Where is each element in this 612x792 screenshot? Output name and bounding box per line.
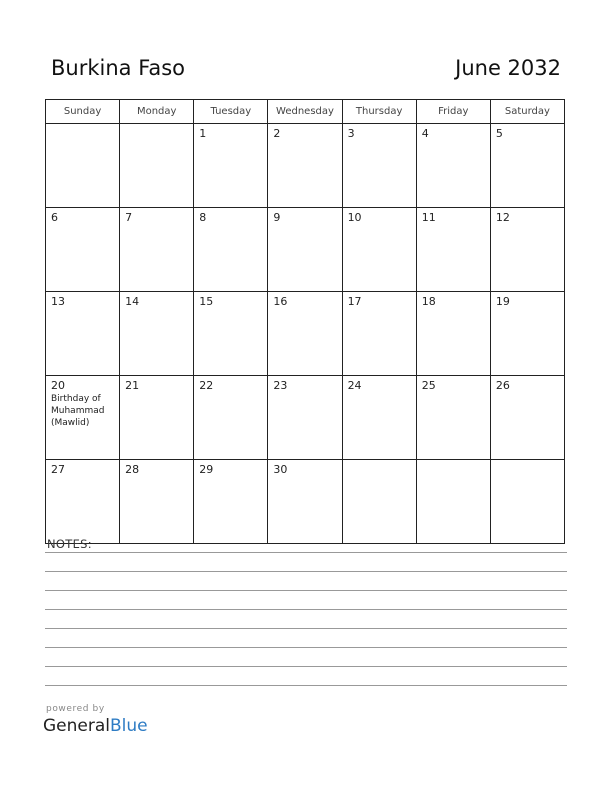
weekday-header-row	[46, 100, 565, 124]
day-cell	[342, 208, 416, 292]
day-number: 17	[347, 295, 362, 308]
weekday-header: Tuesday	[194, 100, 268, 124]
day-cell	[268, 124, 342, 208]
day-cell	[268, 292, 342, 376]
note-line	[45, 571, 567, 572]
day-number: 8	[199, 211, 207, 224]
day-number: 22	[199, 379, 214, 392]
day-cell	[46, 376, 120, 460]
day-cell	[194, 292, 268, 376]
day-number: 2	[273, 127, 281, 140]
day-number: 29	[199, 463, 214, 476]
day-number: 27	[51, 463, 65, 476]
note-line	[45, 666, 567, 667]
day-number: 3	[347, 127, 355, 140]
day-number: 4	[421, 127, 429, 140]
day-cell	[416, 208, 490, 292]
day-cell	[416, 124, 490, 208]
note-line	[45, 628, 567, 629]
day-cell	[342, 124, 416, 208]
day-cell	[46, 460, 120, 544]
day-number: 12	[495, 211, 510, 224]
day-cell	[120, 376, 194, 460]
day-cell	[342, 292, 416, 376]
day-cell	[342, 460, 416, 544]
day-cell	[490, 124, 564, 208]
day-number: 24	[347, 379, 362, 392]
day-cell	[416, 376, 490, 460]
day-number: 6	[51, 211, 58, 224]
note-line	[45, 552, 567, 553]
day-cell	[46, 292, 120, 376]
week-row	[46, 208, 565, 292]
day-number: 9	[273, 211, 281, 224]
day-cell	[46, 124, 120, 208]
notes-label: NOTES:	[47, 537, 92, 551]
day-number: 20	[51, 379, 65, 392]
day-cell	[490, 208, 564, 292]
day-number: 16	[273, 295, 288, 308]
day-cell	[194, 460, 268, 544]
weekday-header: Friday	[416, 100, 490, 124]
weekday-header: Sunday	[46, 100, 120, 124]
day-number: 30	[273, 463, 288, 476]
week-row	[46, 376, 565, 460]
day-number: 26	[495, 379, 510, 392]
day-number: 28	[125, 463, 140, 476]
weekday-header: Thursday	[342, 100, 416, 124]
day-cell	[416, 292, 490, 376]
day-number: 19	[495, 295, 510, 308]
day-number: 5	[495, 127, 503, 140]
day-cell	[194, 124, 268, 208]
day-cell	[268, 460, 342, 544]
day-cell	[120, 460, 194, 544]
day-cell	[490, 292, 564, 376]
day-cell	[46, 208, 120, 292]
day-cell	[490, 376, 564, 460]
brand-logo[interactable]	[43, 716, 148, 736]
day-number: 11	[421, 211, 436, 224]
country-title: Burkina Faso	[51, 56, 186, 80]
day-cell	[194, 376, 268, 460]
month-title: June 2032	[455, 56, 561, 80]
day-number: 23	[273, 379, 288, 392]
note-line	[45, 609, 567, 610]
calendar-grid	[45, 99, 565, 544]
note-line	[45, 685, 567, 686]
holiday-label: Birthday of Muhammad (Mawlid)	[51, 394, 105, 428]
weekday-header: Monday	[120, 100, 194, 124]
day-number: 1	[199, 127, 207, 140]
day-cell	[342, 376, 416, 460]
day-cell	[194, 208, 268, 292]
day-number: 14	[125, 295, 140, 308]
day-cell	[120, 124, 194, 208]
day-number: 25	[421, 379, 436, 392]
week-row	[46, 124, 565, 208]
week-row	[46, 292, 565, 376]
note-line	[45, 647, 567, 648]
powered-by-text: powered by	[46, 704, 105, 714]
day-number: 13	[51, 295, 65, 308]
day-cell	[120, 292, 194, 376]
weekday-header: Saturday	[490, 100, 564, 124]
week-row	[46, 460, 565, 544]
day-number: 7	[125, 211, 133, 224]
day-cell	[416, 460, 490, 544]
weekday-header: Wednesday	[268, 100, 342, 124]
note-line	[45, 590, 567, 591]
day-number: 15	[199, 295, 214, 308]
day-number: 10	[347, 211, 362, 224]
day-cell	[120, 208, 194, 292]
day-cell	[268, 376, 342, 460]
day-number: 21	[125, 379, 140, 392]
brand-general: General	[43, 716, 110, 736]
day-cell	[268, 208, 342, 292]
day-cell	[490, 460, 564, 544]
brand-blue: Blue	[110, 716, 148, 736]
day-number: 18	[421, 295, 436, 308]
